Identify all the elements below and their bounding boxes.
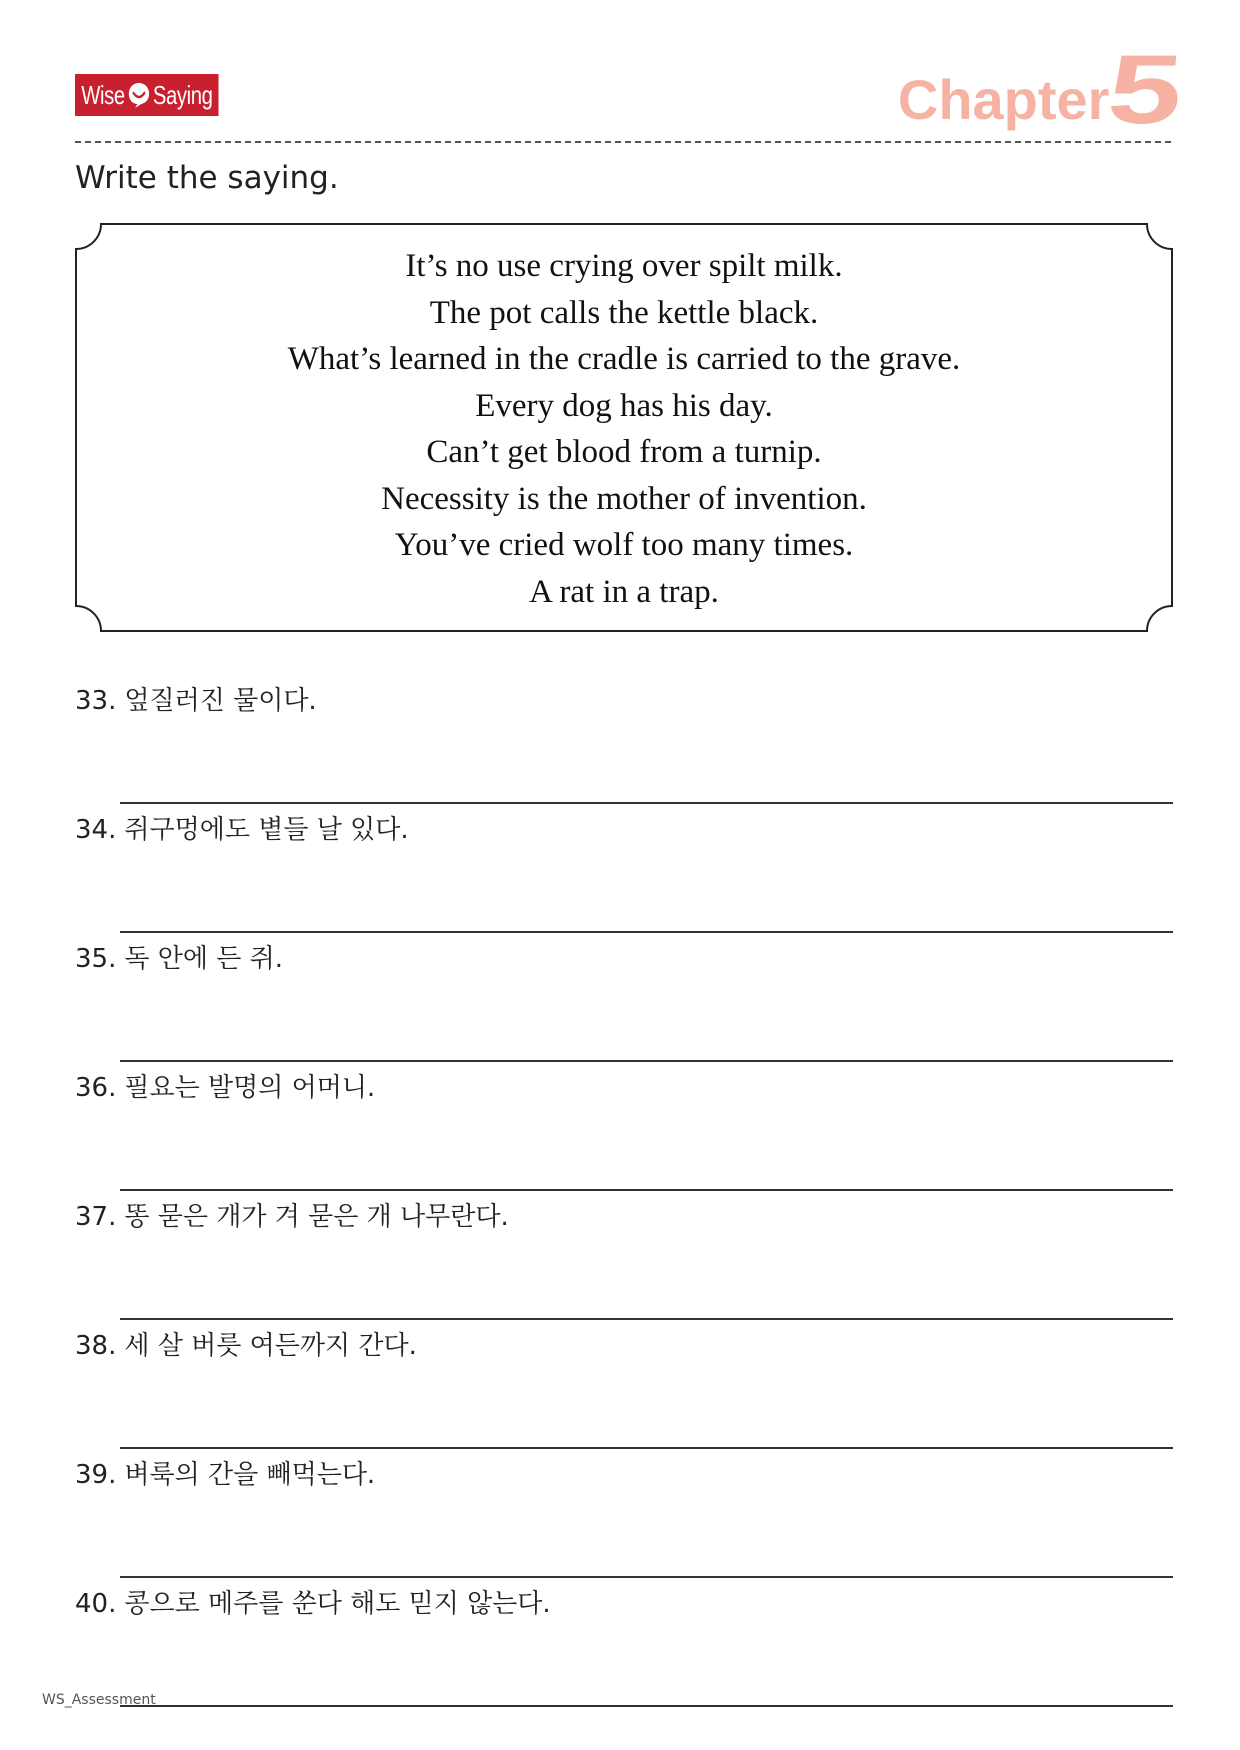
saying-item: The pot calls the kettle black. xyxy=(429,294,819,331)
question-prompt: 쥐구멍에도 볕들 날 있다. xyxy=(124,815,409,845)
answer-line[interactable] xyxy=(120,1169,1173,1191)
question-number: 36. xyxy=(75,1073,117,1103)
saying-item: What’s learned in the cradle is carried to the grave. xyxy=(287,341,961,377)
saying-item: A rat in a trap. xyxy=(529,573,719,610)
question-prompt: 엎질러진 물이다. xyxy=(124,686,317,716)
answer-line[interactable] xyxy=(120,782,1173,804)
question-37 xyxy=(75,1196,1173,1324)
question-number: 40. xyxy=(75,1589,117,1619)
question-prompt: 독 안에 든 쥐. xyxy=(124,944,283,974)
answer-line[interactable] xyxy=(120,911,1173,933)
speech-bubble-smile-icon xyxy=(127,81,150,109)
question-number: 37. xyxy=(75,1202,117,1232)
answer-line[interactable] xyxy=(120,1298,1173,1320)
saying-item: Necessity is the mother of invention. xyxy=(381,480,867,517)
instruction-text: Write the saying. xyxy=(75,160,339,196)
saying-item: Every dog has his day. xyxy=(475,387,773,424)
header-divider xyxy=(75,141,1171,143)
question-prompt: 필요는 발명의 어머니. xyxy=(124,1073,376,1103)
saying-item: It’s no use crying over spilt milk. xyxy=(405,248,843,284)
question-number: 35. xyxy=(75,944,117,974)
chapter-label: Chapter xyxy=(897,68,1110,131)
question-36 xyxy=(75,1067,1173,1195)
answer-line[interactable] xyxy=(120,1556,1173,1578)
logo-word-wise: Wise xyxy=(81,79,125,110)
question-number: 39. xyxy=(75,1460,117,1490)
question-40 xyxy=(75,1583,1173,1711)
question-35 xyxy=(75,938,1173,1066)
question-number: 34. xyxy=(75,815,117,845)
answer-line[interactable] xyxy=(120,1040,1173,1062)
answer-line[interactable] xyxy=(120,1685,1173,1707)
chapter-heading xyxy=(897,34,1190,144)
question-number: 33. xyxy=(75,686,117,716)
sayings-list xyxy=(75,243,1173,615)
answer-line[interactable] xyxy=(120,1427,1173,1449)
saying-item: Can’t get blood from a turnip. xyxy=(426,434,822,470)
question-prompt: 콩으로 메주를 쑨다 해도 믿지 않는다. xyxy=(124,1589,551,1619)
question-prompt: 똥 묻은 개가 겨 묻은 개 나무란다. xyxy=(124,1202,509,1232)
question-33 xyxy=(75,680,1173,808)
question-38 xyxy=(75,1325,1173,1453)
question-number: 38. xyxy=(75,1331,117,1361)
question-34 xyxy=(75,809,1173,937)
saying-item: You’ve cried wolf too many times. xyxy=(394,527,854,563)
question-prompt: 세 살 버릇 여든까지 간다. xyxy=(124,1331,417,1361)
wise-saying-logo xyxy=(75,74,219,116)
footer-label: WS_Assessment xyxy=(42,1692,156,1708)
question-39 xyxy=(75,1454,1173,1582)
sayings-box xyxy=(75,223,1173,632)
chapter-number: 5 xyxy=(1103,34,1188,144)
logo-word-saying: Saying xyxy=(152,79,213,110)
question-prompt: 벼룩의 간을 빼먹는다. xyxy=(124,1460,376,1490)
